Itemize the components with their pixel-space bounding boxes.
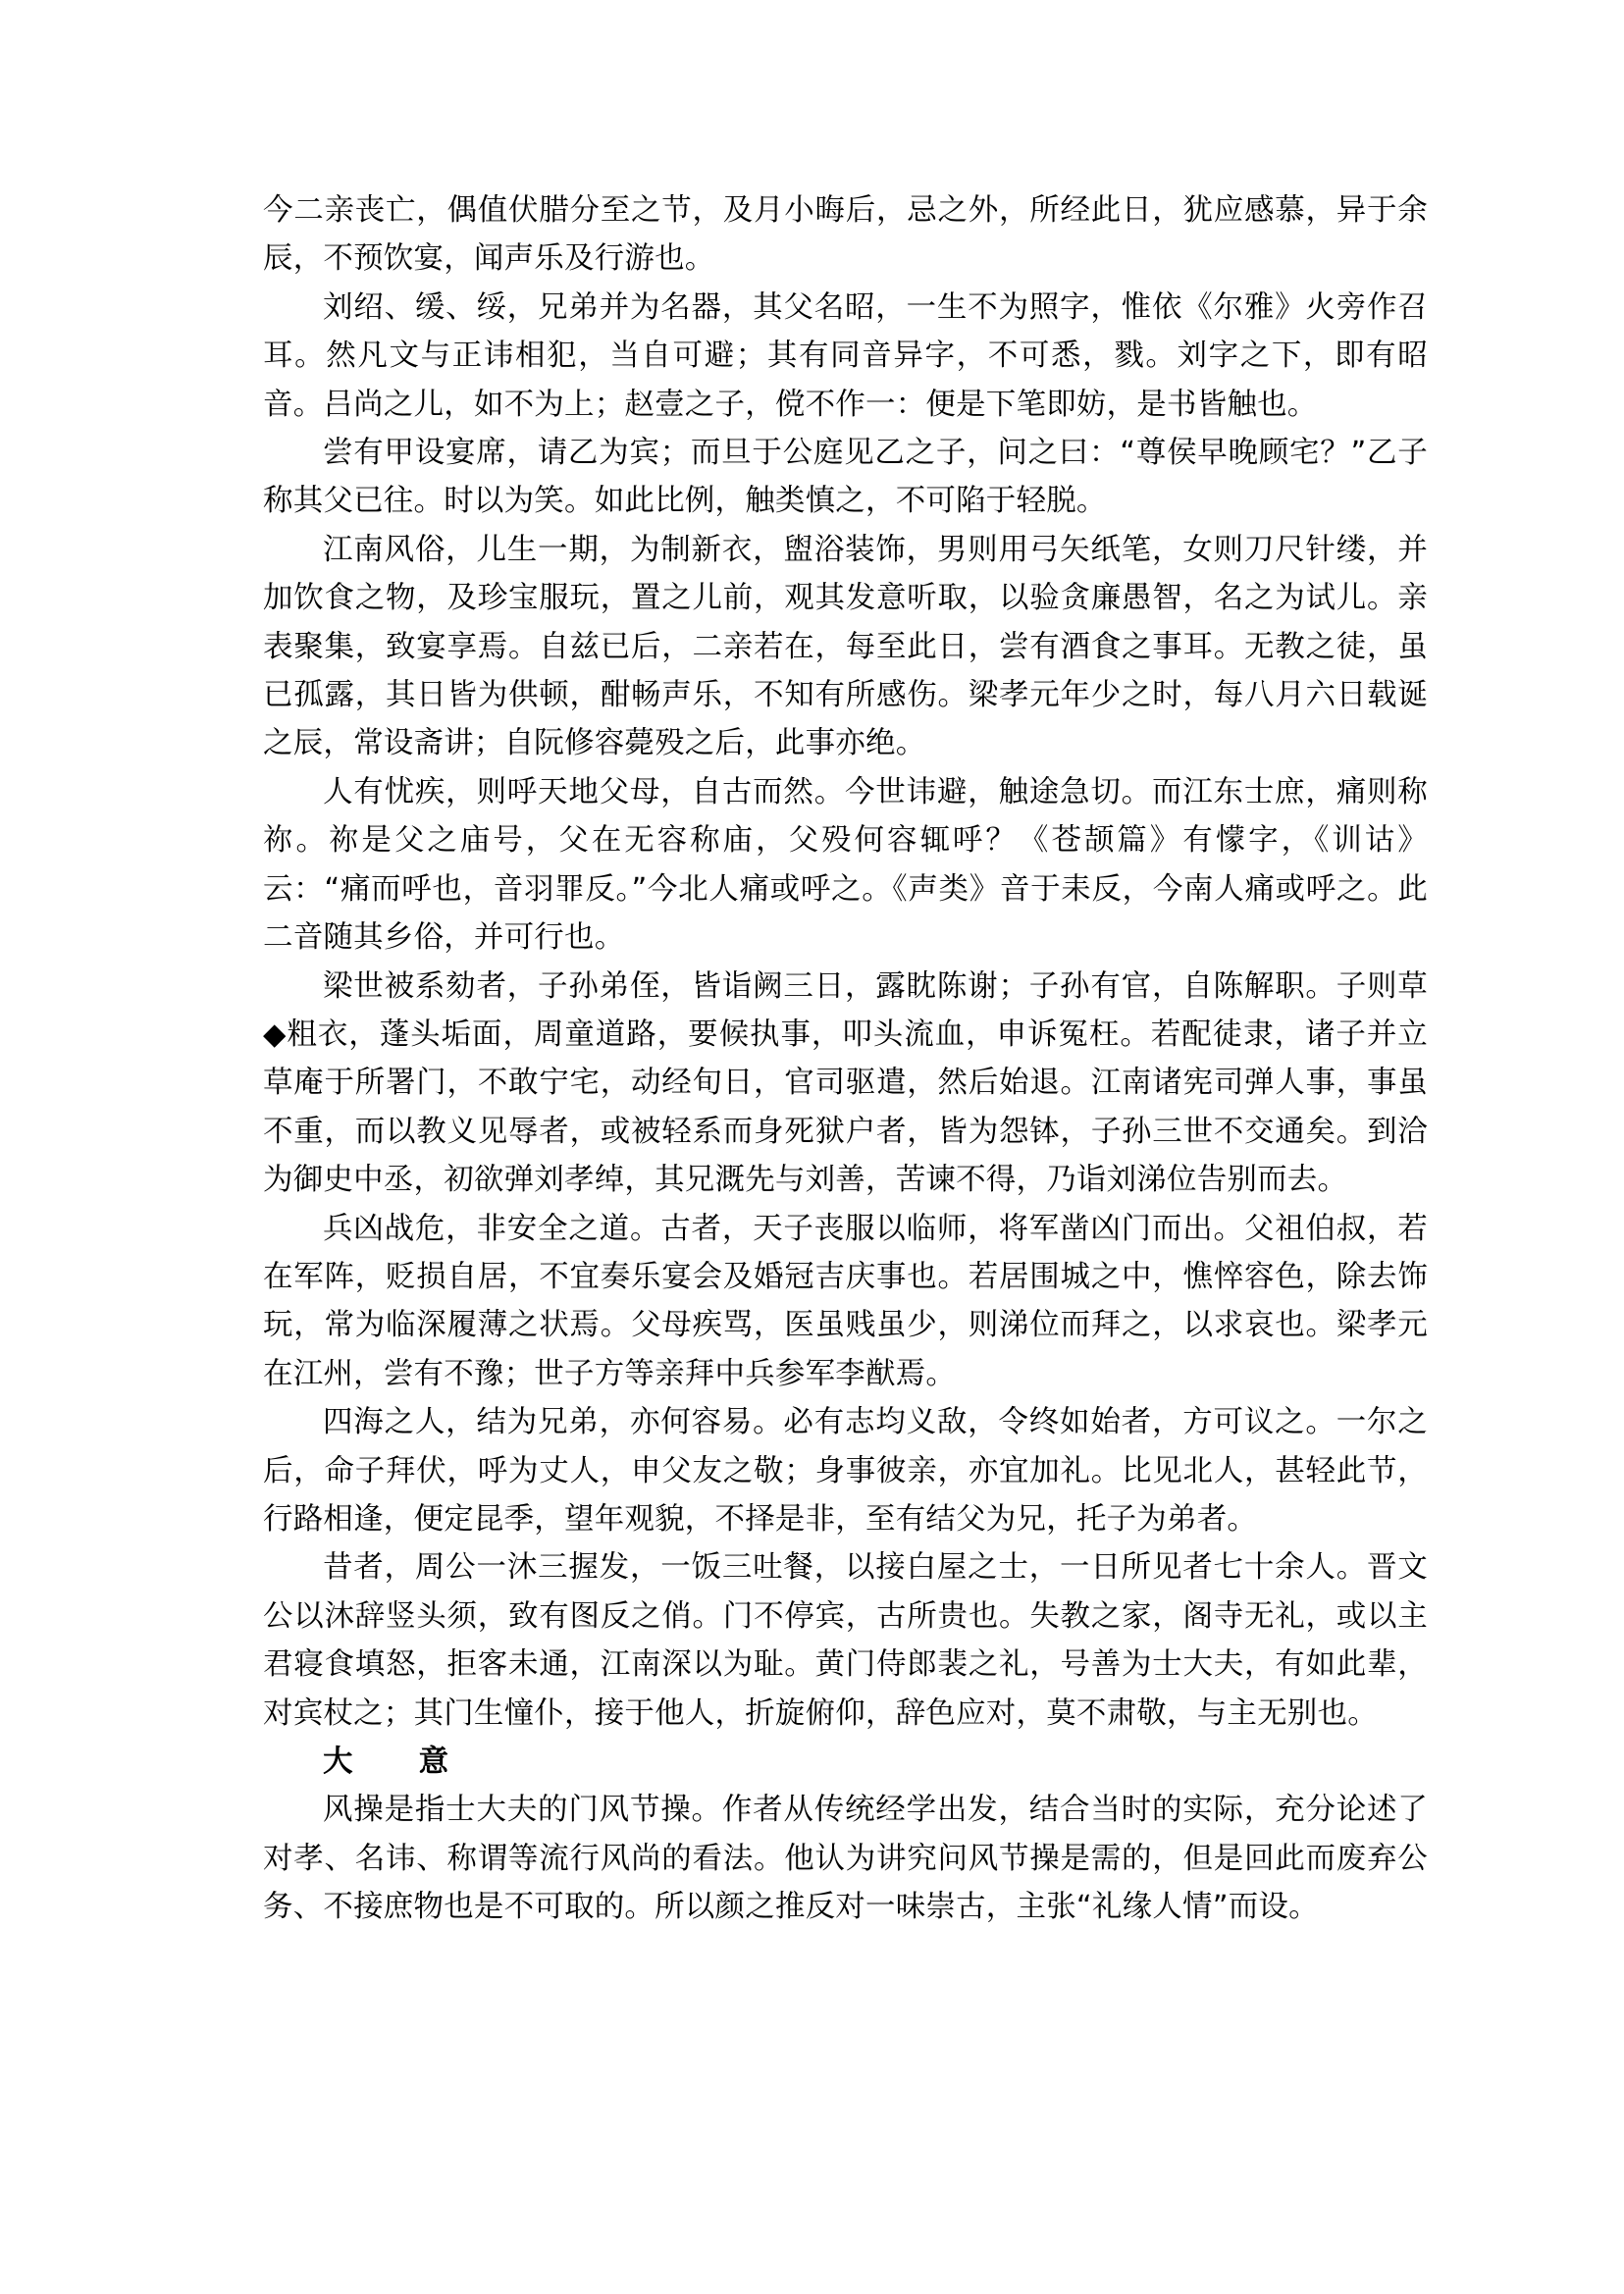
paragraph-7: 兵凶战危，非安全之道。古者，天子丧服以临师，将军凿凶门而出。父祖伯叔，若在军阵，贬损自居，不宜奏乐宴会及婚冠吉庆事也。若居围城之中，憔悴容色，除去饰玩，常为临深履薄之状焉。父母疾骂，医虽贱虽少，则涕位而拜之，以求哀也。梁孝元在江州，尝有不豫；世子方等亲拜中兵参军李猷焉。: [263, 1211, 1428, 1391]
paragraph-8: 四海之人，结为兄弟，亦何容易。必有志均义敌，令终如始者，方可议之。一尔之后，命子拜伏，呼为丈人，申父友之敬；身事彼亲，亦宜加礼。比见北人，甚轻此节，行路相逢，便定昆季，望年观貌，不择是非，至有结父为兄，托子为弟者。: [263, 1405, 1428, 1537]
section-heading-dayi: 大 意: [323, 1745, 467, 1779]
paragraph-5: 人有忧疾，则呼天地父母，自古而然。今世讳避，触途急切。而江东士庶，痛则称祢。祢是父之庙号，父在无容称庙，父殁何容辄呼？《苍颉篇》有懞字，《训诂》云：“痛而呼也，音羽罪反。”今北人痛或呼之。《声类》音于耒反，今南人痛或呼之。此二音随其乡俗，并可行也。: [263, 774, 1428, 956]
paragraph-3: 尝有甲设宴席，请乙为宾；而旦于公庭见乙之子，问之曰：“尊侯早晚顾宅？”乙子称其父已往。时以为笑。如此比例，触类慎之，不可陷于轻脱。: [263, 436, 1428, 519]
paragraph-1: 今二亲丧亡，偶值伏腊分至之节，及月小晦后，忌之外，所经此日，犹应感慕，异于余辰，不预饮宴，闻声乐及行游也。: [263, 193, 1428, 277]
paragraph-4: 江南风俗，儿生一期，为制新衣，盥浴装饰，男则用弓矢纸笔，女则刀尺针缕，并加饮食之物，及珍宝服玩，置之儿前，观其发意听取，以验贪廉愚智，名之为试儿。亲表聚集，致宴享焉。自兹已后，二亲若在，每至此日，尝有酒食之事耳。无教之徒，虽已孤露，其日皆为供顿，酣畅声乐，不知有所感伤。梁孝元年少之时，每八月六日载诞之辰，常设斋讲；自阮修容薨殁之后，此事亦绝。: [263, 532, 1428, 761]
document-body: [263, 186, 1428, 1932]
paragraph-2: 刘绍、缓、绥，兄弟并为名器，其父名昭，一生不为照字，惟依《尔雅》火旁作召耳。然凡文与正讳相犯，当自可避；其有同音异字，不可悉，戮。刘字之下，即有昭音。吕尚之儿，如不为上；赵壹之子，傥不作一：便是下笔即妨，是书皆触也。: [263, 289, 1428, 422]
paragraph-9: 昔者，周公一沐三握发，一饭三吐餐，以接白屋之士，一日所见者七十余人。晋文公以沐辞竖头须，致有图反之俏。门不停宾，古所贵也。失教之家，阁寺无礼，或以主君寝食填怒，拒客未通，江南深以为耻。黄门侍郎裴之礼，号善为士大夫，有如此辈，对宾杖之；其门生憧仆，接于他人，折旋俯仰，辞色应对，莫不肃敬，与主无别也。: [263, 1550, 1428, 1731]
paragraph-6: 梁世被系劾者，子孙弟侄，皆诣阙三日，露眈陈谢；子孙有官，自陈解职。子则草◆粗衣，蓬头垢面，周童道路，要候执事，叩头流血，申诉冤枉。若配徒隶，诸子并立草庵于所署门，不敢宁宅，动经旬日，官司驱遣，然后始退。江南诸宪司弹人事，事虽不重，而以教义见辱者，或被轻系而身死狱户者，皆为怨钵，子孙三世不交通矣。到洽为御史中丞，初欲弹刘孝绰，其兄溉先与刘善，苦谏不得，乃诣刘涕位告别而去。: [263, 968, 1428, 1198]
paragraph-summary-1: 风操是指士大夫的门风节操。作者从传统经学出发，结合当时的实际，充分论述了对孝、名讳、称谓等流行风尚的看法。他认为讲究问风节操是需的，但是回此而废弃公务、不接庶物也是不可取的。所以颜之推反对一味崇古，主张“礼缘人情”而设。: [263, 1793, 1428, 1925]
